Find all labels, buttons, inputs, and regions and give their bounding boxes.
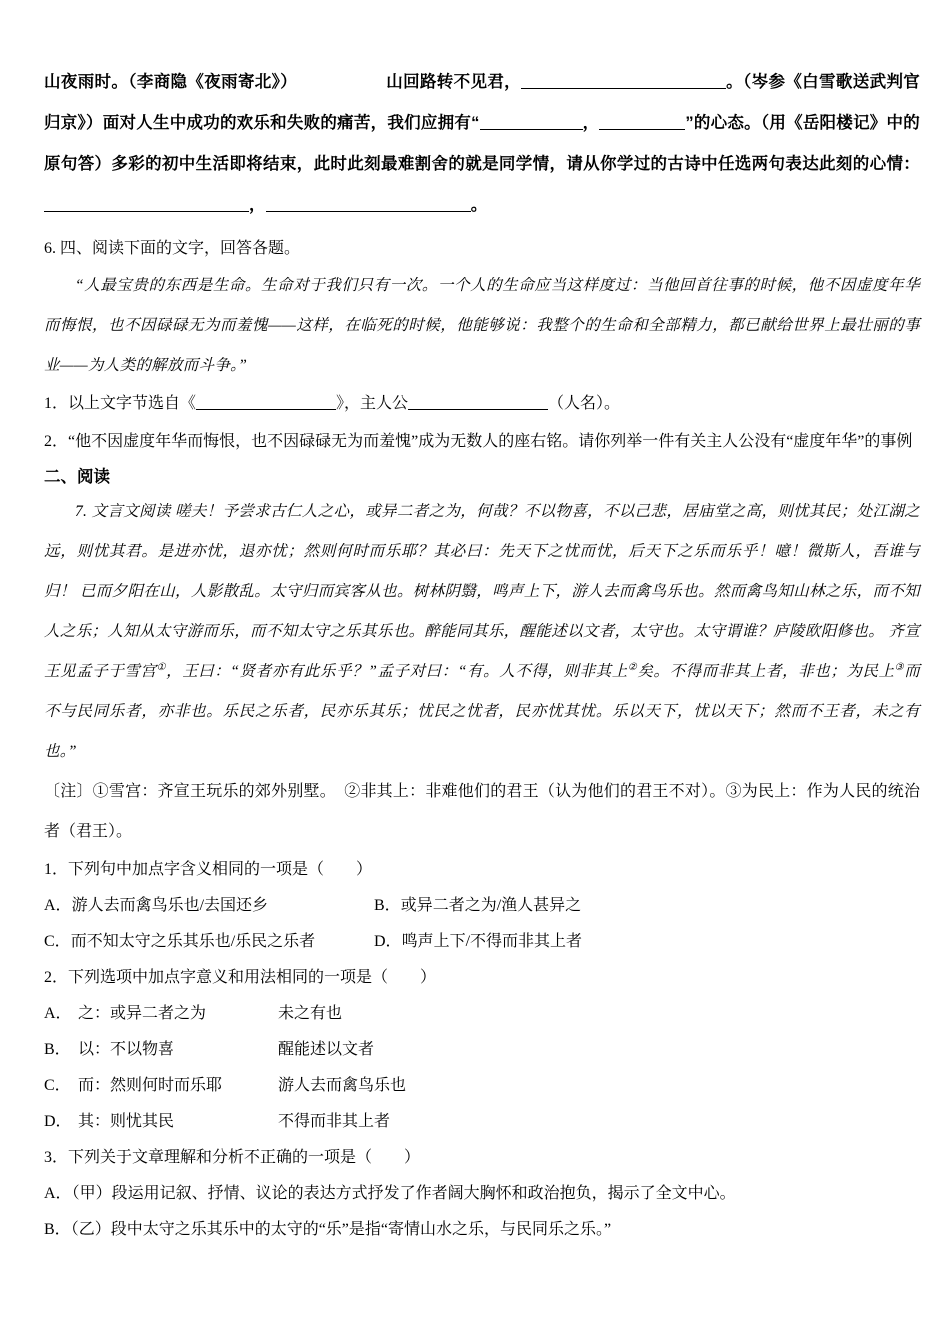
option-text: 鸣声上下/不得而非其上者 xyxy=(401,933,583,950)
q7-sub1-option-c[interactable] xyxy=(44,924,374,960)
q6-number: 6. xyxy=(44,240,56,257)
option-label: B． xyxy=(44,1041,71,1058)
q7-sub2-stem xyxy=(44,960,920,996)
q7-sub1-stem xyxy=(44,852,920,888)
option-label: B． xyxy=(44,1221,71,1238)
q7-sub2-option-d[interactable] xyxy=(44,1104,920,1140)
q7-passage-part3c: 矣。不得而非其上者，非也；为民上 xyxy=(637,663,895,680)
poem-blank-1[interactable] xyxy=(521,74,726,89)
option-label: A． xyxy=(44,897,72,914)
option-text-left: 其：则忧其民 xyxy=(78,1113,175,1130)
q7-sub1-option-a[interactable] xyxy=(44,888,374,924)
q7-sub3-stem xyxy=(44,1140,920,1176)
poem-line4-mid: ， xyxy=(249,196,266,214)
q7-sub2-text: 下列选项中加点字意义和用法相同的一项是（ ） xyxy=(68,969,437,986)
option-label: D． xyxy=(44,1113,72,1130)
footnote-marker-1: ① xyxy=(156,661,167,673)
q7-sub2-option-b[interactable] xyxy=(44,1032,920,1068)
option-text: 或异二者之为/渔人甚异之 xyxy=(400,897,582,914)
option-text-right: 游人去而禽鸟乐也 xyxy=(278,1077,407,1094)
q7-passage-part1: 嗟夫！予尝求古仁人之心，或异二者之为，何哉？不以物喜，不以己悲，居庙堂之高，则忧其民；处江湖之远，则忧其君。是进亦忧，退亦忧；然则何时而乐耶？其必曰：先天下之忧而忧，后天下之乐而乐乎！噫！微斯人，吾谁与归！ xyxy=(44,503,920,600)
poem-line2: 官归京》）面对人生中成功的欢乐和失败的痛苦，我们应拥有“ xyxy=(44,73,920,132)
option-label: A． xyxy=(44,1005,72,1022)
q7-label: 文言文阅读 xyxy=(91,503,171,520)
option-text: （乙）段中太守之乐其乐中的太守的“乐”是指“寄情山水之乐，与民同乐之乐。” xyxy=(70,1221,612,1238)
poem-line2-mid: ， xyxy=(582,114,600,132)
q7-sub1-options-row-2 xyxy=(44,924,920,960)
q7-number: 7. xyxy=(75,503,88,520)
poem-line4-prefix: 刻的心情： xyxy=(835,155,921,173)
q7-passage-part2: 已而夕阳在山，人影散乱。太守归而宾客从也。树林阴翳，鸣声上下，游人去而禽鸟乐也。然而禽鸟知山林之乐，而不知人之乐；人知从太守游而乐，而不知太守之乐其乐也。醉能同其乐，醒能述以文者，太守也。太守谓谁？庐陵欧阳修也。 xyxy=(44,583,920,640)
option-text-left: 之：或异二者之为 xyxy=(78,1005,207,1022)
q7-sub3-option-a[interactable] xyxy=(44,1176,920,1212)
option-label: C． xyxy=(44,1077,71,1094)
q7-sub1-options-row-1 xyxy=(44,888,920,924)
option-text-left: 以：不以物喜 xyxy=(78,1041,175,1058)
q7-passage-part3b: ，王曰：“贤者亦有此乐乎？”孟子对曰：“有。人不得，则非其上 xyxy=(166,663,628,680)
footnote-marker-3: ③ xyxy=(894,661,905,673)
q7-sub3-text: 下列关于文章理解和分析不正确的一项是（ ） xyxy=(68,1149,421,1166)
q7-sub1-text: 下列句中加点字含义相同的一项是（ ） xyxy=(68,861,373,878)
q7-passage-part3a: 齐宣王见孟子于雪宫 xyxy=(44,623,920,680)
poem-line1-left: 山夜雨时。（李商隐《夜雨寄北》） xyxy=(44,73,298,91)
q7-sub3-option-b[interactable] xyxy=(44,1212,920,1248)
q6-title-line xyxy=(44,232,920,266)
option-text: 游人去而禽鸟乐也/去国还乡 xyxy=(71,897,269,914)
option-label: C． xyxy=(44,933,71,950)
option-text-left: 而：然则何时而乐耶 xyxy=(78,1077,223,1094)
q6-blank-work[interactable] xyxy=(196,395,336,410)
poem-line3: 记》中的原句答）多彩的初中生活即将结束，此时此刻最难割舍的就是同学情，请从你学过的古诗中任选两句表达此 xyxy=(44,114,920,173)
q6-sub2: 2．“他不因虚度年华而悔恨，也不因碌碌无为而羞愧”成为无数人的座右铭。请你列举一件有关主人公没有“虚度年华”的事例 xyxy=(44,433,913,450)
q7-sub1-number: 1． xyxy=(44,861,69,878)
option-text-right: 醒能述以文者 xyxy=(278,1041,375,1058)
q6-title: 四、阅读下面的文字，回答各题。 xyxy=(60,240,301,257)
poem-line4-suffix: 。 xyxy=(470,196,488,214)
poem-blank-4[interactable] xyxy=(44,197,249,212)
q6-sub1-suffix: （人名）。 xyxy=(548,395,621,412)
poem-blank-3[interactable] xyxy=(599,115,685,130)
section-2-heading: 二、阅读 xyxy=(44,468,110,486)
q7-sub3-number: 3． xyxy=(44,1149,69,1166)
q7-passage-block xyxy=(44,492,920,772)
q6-passage: “人最宝贵的东西是生命。生命对于我们只有一次。一个人的生命应当这样度过：当他回首往事的时候，他不因虚度年华而悔恨，也不因碌碌无为而羞愧——这样，在临死的时候，他能够说：我整个的生命和全部精力，都已献给世界上最壮丽的事业——为人类的解放而斗争。” xyxy=(44,277,920,374)
option-text: 而不知太守之乐其乐也/乐民之乐者 xyxy=(70,933,316,950)
option-text-right: 不得而非其上者 xyxy=(278,1113,391,1130)
option-text-right: 未之有也 xyxy=(278,1005,343,1022)
q7-notes: 〔注〕①雪宫：齐宣王玩乐的郊外别墅。 ②非其上：非难他们的君王（认为他们的君王不对）。③为民上：作为人民的统治者（君王）。 xyxy=(44,783,920,840)
option-label: A． xyxy=(44,1185,72,1202)
poem-line2-suffix: ”的心态。（用《岳阳楼 xyxy=(685,114,854,132)
q7-sub1-option-b[interactable] xyxy=(374,888,920,924)
q6-sub1 xyxy=(44,386,920,422)
option-text: （甲）段运用记叙、抒情、议论的表达方式抒发了作者阔大胸怀和政治抱负，揭示了全文中心。 xyxy=(71,1185,736,1202)
q7-passage-part3d: 而不与民同乐者，亦非也。乐民之乐者，民亦乐其乐；忧民之忧者，民亦忧其忧。乐以天下，忧以天下；然而不王者，未之有也。” xyxy=(44,663,920,760)
option-label: B． xyxy=(374,897,401,914)
q7-sub1-option-d[interactable] xyxy=(374,924,920,960)
q6-sub1-prefix: 1．以上文字节选自《 xyxy=(44,395,197,412)
q7-sub2-option-a[interactable] xyxy=(44,996,920,1032)
poem-blank-5[interactable] xyxy=(266,197,471,212)
option-label: D． xyxy=(374,933,402,950)
poem-line1-right-suffix: 。（岑参《白雪歌送武判 xyxy=(726,73,904,91)
q6-blank-protagonist[interactable] xyxy=(408,395,548,410)
poem-blank-2[interactable] xyxy=(480,115,583,130)
q7-sub2-option-c[interactable] xyxy=(44,1068,920,1104)
footnote-marker-2: ② xyxy=(627,661,638,673)
poem-fill-in-block xyxy=(44,62,920,226)
q6-sub1-mid: 》，主人公 xyxy=(336,395,409,412)
q7-sub2-number: 2． xyxy=(44,969,69,986)
poem-line1-right-prefix: 山回路转不见君， xyxy=(386,73,522,91)
